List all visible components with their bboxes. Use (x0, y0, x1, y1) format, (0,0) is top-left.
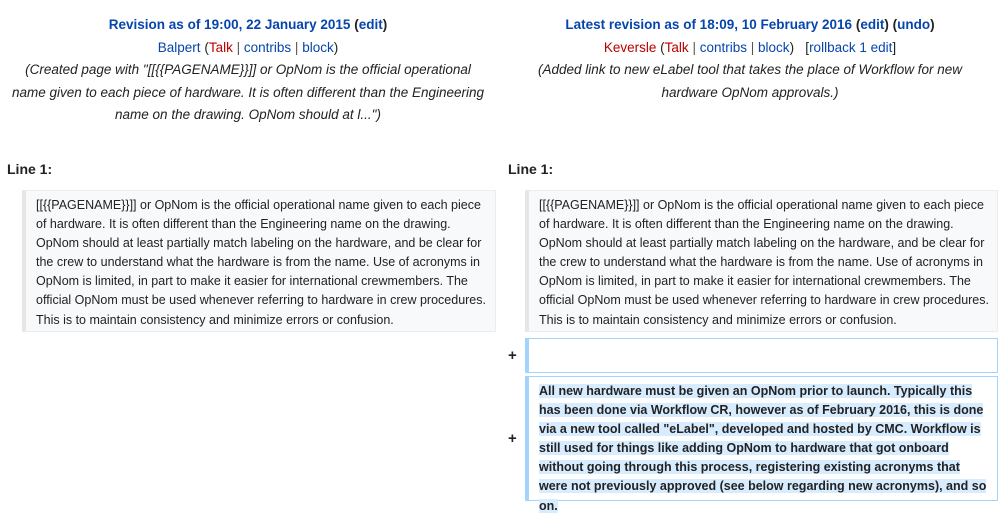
new-block-link[interactable]: block (758, 39, 790, 55)
old-context-text: [[{{PAGENAME}}]] or OpNom is the official operational name given to each piece of hardware. It is often different than the Engineering name on the drawing. OpNom should at least partially match labeling on the hardware, and be clear for the crew to understand what the hardware is from the name. Use of acronyms in OpNom is limited, in part to make it easier for international crewmembers. The official OpNom must be used whenever referring to hardware in crew procedures. This is to maintain consistency and minimize errors or confusion. (22, 190, 496, 332)
new-revision-header (500, 14, 1000, 104)
old-user-link[interactable]: Balpert (157, 39, 201, 55)
added-line-text (525, 376, 998, 513)
new-line-number: Line 1: (508, 161, 554, 177)
new-edit-link[interactable]: edit (860, 17, 885, 32)
old-user-row: Balpert (Talk | contribs | block) (157, 39, 339, 55)
old-edit-summary: (Created page with "[[{{PAGENAME}}]] or OpNom is the official operational name given to each piece of hardware. It is often different than the Engineering name on the drawing. OpNom should at l...") (11, 62, 485, 122)
added-text-highlight: All new hardware must be given an OpNom prior to launch. Typically this has been done via Workflow CR, however as of February 2016, this is done via a new tool called "eLabel", developed and hosted by CMC. Workflow is still used for things like adding OpNom to hardware that got onboard without going through this process, registering existing acronyms that were not previously approved (see below regarding new acronyms), and so on. (539, 384, 987, 513)
new-context-text: [[{{PAGENAME}}]] or OpNom is the official operational name given to each piece of hardware. It is often different than the Engineering name on the drawing. OpNom should at least partially match labeling on the hardware, and be clear for the crew to understand what the hardware is from the name. Use of acronyms in OpNom is limited, in part to make it easier for international crewmembers. The official OpNom must be used whenever referring to hardware in crew procedures. This is to maintain consistency and minimize errors or confusion. (525, 190, 998, 332)
old-talk-link[interactable]: Talk (208, 39, 233, 55)
new-talk-link[interactable]: Talk (664, 39, 689, 55)
old-revision-link[interactable]: Revision as of 19:00, 22 January 2015 (108, 17, 351, 32)
new-revision-link[interactable]: Latest revision as of 18:09, 10 February 2016 (565, 17, 853, 32)
undo-link[interactable]: undo (897, 17, 931, 32)
new-user-link[interactable]: Keversle (603, 39, 657, 55)
new-edit-summary: (Added link to new eLabel tool that takes the place of Workflow for new hardware OpNom approvals.) (538, 62, 962, 100)
rollback-link[interactable]: rollback 1 edit (809, 39, 893, 55)
old-revision-title-row: Revision as of 19:00, 22 January 2015 (edit) (108, 17, 388, 32)
new-user-row: Keversle (Talk | contribs | block) [rollback 1 edit] (603, 39, 897, 55)
old-line-number: Line 1: (7, 161, 53, 177)
new-contribs-link[interactable]: contribs (699, 39, 747, 55)
new-revision-title-row: Latest revision as of 18:09, 10 February 2016 (edit) (undo) (565, 17, 935, 32)
added-empty-line (525, 338, 998, 373)
old-revision-header (0, 14, 496, 127)
old-block-link[interactable]: block (302, 39, 334, 55)
old-contribs-link[interactable]: contribs (243, 39, 292, 55)
old-edit-link[interactable]: edit (358, 17, 383, 32)
added-line-marker: + (508, 347, 517, 364)
added-line-marker: + (508, 430, 517, 447)
